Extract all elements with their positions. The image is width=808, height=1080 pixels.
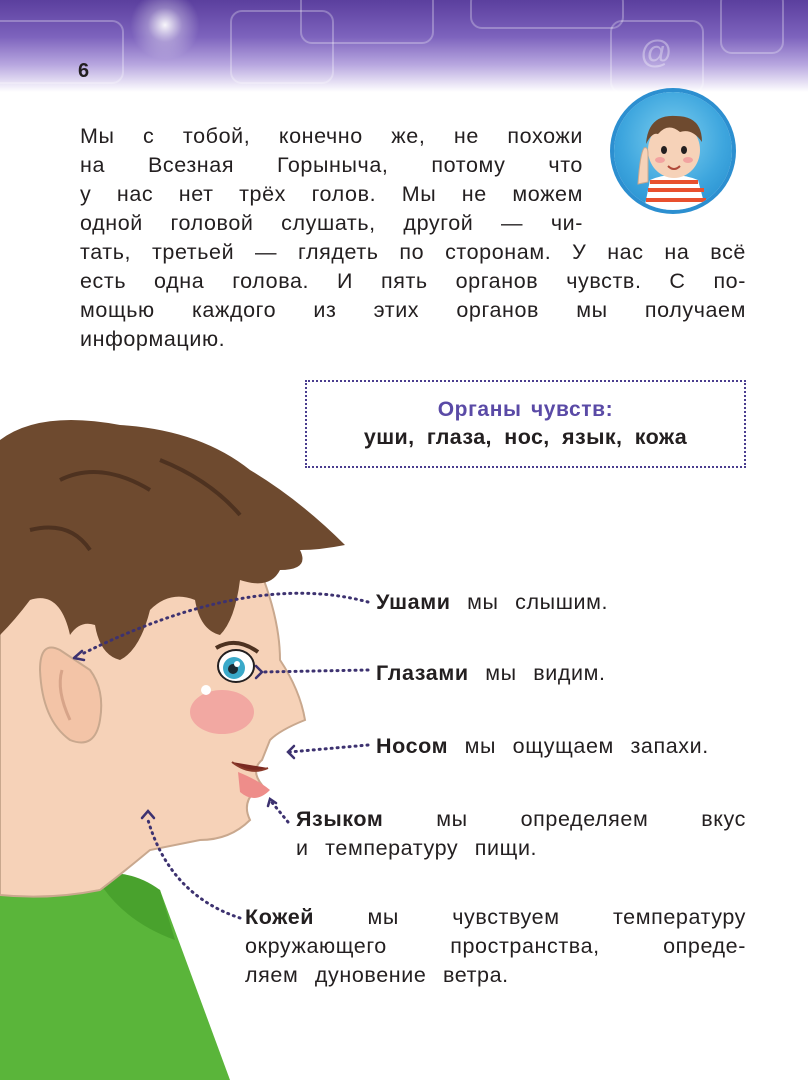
sense-term: Кожей <box>245 905 315 929</box>
decor-frame <box>300 0 434 44</box>
sense-text: мы определяем вкус <box>436 807 746 831</box>
intro-line: информацию. <box>80 327 226 351</box>
sense-text: и температуру пищи. <box>296 836 538 860</box>
sense-label-skin <box>245 903 746 990</box>
sense-term: Ушами <box>376 590 451 614</box>
sense-text: мы видим. <box>485 661 606 685</box>
sense-term: Глазами <box>376 661 469 685</box>
intro-line: у нас нет трёх голов. Мы не можем <box>80 182 583 206</box>
page-number: 6 <box>78 60 90 82</box>
decor-frame <box>720 0 784 54</box>
decor-frame <box>0 20 124 84</box>
sense-text: мы слышим. <box>467 590 609 614</box>
sense-text: мы ощущаем запахи. <box>464 734 709 758</box>
sense-label-nose <box>376 732 709 761</box>
sense-label-eyes <box>376 659 606 688</box>
sense-label-ears <box>376 588 608 617</box>
intro-line: на Всезная Горыныча, потому что <box>80 153 583 177</box>
light-glow-icon <box>130 0 200 60</box>
at-sign-icon: @ <box>640 34 673 70</box>
sense-term: Носом <box>376 734 449 758</box>
intro-line: одной головой слушать, другой — чи- <box>80 211 583 235</box>
sense-organs-box <box>305 380 746 468</box>
boy-avatar-illustration <box>614 92 732 210</box>
sense-line <box>296 805 746 834</box>
intro-line: есть одна голова. И пять органов чувств. С по- <box>80 269 746 293</box>
sense-term: Языком <box>296 807 384 831</box>
decor-frame <box>470 0 624 29</box>
header-banner <box>0 0 808 92</box>
sense-organs-title: Органы чувств: <box>437 398 614 421</box>
intro-line: тать, третьей — глядеть по сторонам. У нас на всё <box>80 240 746 264</box>
sense-line <box>245 903 746 932</box>
sense-label-tongue <box>296 805 746 863</box>
intro-line: Мы с тобой, конечно же, не похожи <box>80 124 583 148</box>
sense-text: ляем дуновение ветра. <box>245 963 509 987</box>
sense-organs-list: уши, глаза, нос, язык, кожа <box>363 425 688 449</box>
intro-line: мощью каждого из этих органов мы получаем <box>80 298 746 322</box>
boy-avatar <box>614 92 732 210</box>
sense-text: мы чувствуем температуру <box>367 905 746 929</box>
sense-text: окружающего пространства, опреде- <box>245 934 746 958</box>
